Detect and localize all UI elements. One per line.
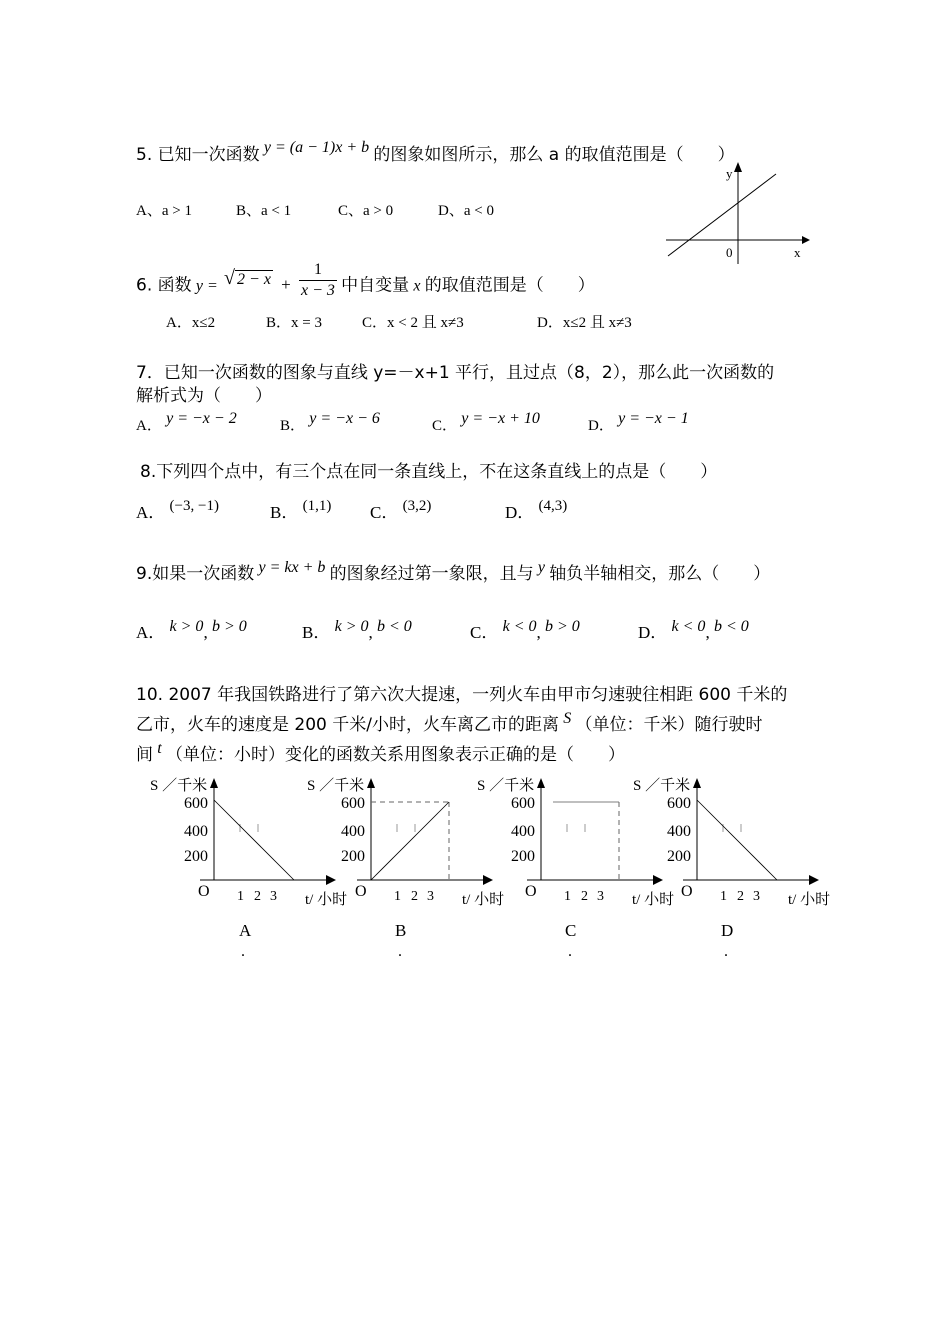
q6-sqrt-sign: √: [224, 267, 236, 290]
q6-y-eq: y =: [195, 277, 218, 295]
q10-graph-d-tick-200: 200: [667, 848, 691, 865]
q10-line2: [136, 710, 763, 737]
q10-graph-b-letter: B: [395, 921, 407, 940]
q10-line2-a: 乙市，火车的速度是 200 千米/小时，火车离乙市的距离: [136, 715, 559, 735]
q10-graph-a-x1: 1: [237, 889, 244, 904]
q5-option-b: B、a < 1: [236, 203, 292, 219]
q10-graph-d: [623, 770, 843, 970]
q9-option-c-label: C．: [470, 623, 499, 642]
q10-graph-b-x1: 1: [394, 889, 401, 904]
q7-option-b-label: B．: [280, 418, 306, 434]
q9-option-b-label: B．: [302, 623, 331, 642]
q10-graph-d-tick-400: 400: [667, 823, 691, 840]
q5-option-a: A、a > 1: [136, 203, 192, 219]
q10-graph-b-origin: O: [355, 883, 367, 900]
q6-prefix: 6. 函数: [136, 275, 192, 296]
q9-option-c: C． k < 0, b > 0: [470, 618, 580, 642]
q10-graph-d-x-axis-label: t/ 小时: [788, 892, 831, 908]
q10-graph-d-dot: .: [724, 943, 728, 960]
q5-origin: 0: [726, 245, 733, 260]
q10-graph-b-dot: .: [398, 943, 402, 960]
q6-option-c: C．x < 2 且 x≠3: [362, 315, 464, 331]
q10-graph-a-y-arrow: [210, 778, 218, 788]
q10-line2-b: （单位：千米）随行驶时: [575, 715, 763, 735]
q5-line: [136, 139, 735, 167]
q10-graph-b-x3: 3: [427, 889, 434, 904]
q8-option-a-label: A．: [136, 503, 166, 522]
q10-graph-d-y-axis-label: S ／千米: [633, 778, 691, 794]
q8-option-b-label: B．: [270, 503, 299, 522]
q5-y-label: y: [726, 166, 733, 181]
q8-option-c-expr: (3,2): [402, 498, 432, 514]
q9-var: y: [537, 559, 545, 576]
q6-fraction: [299, 260, 337, 301]
q10-graph-a-letter: A: [239, 921, 252, 940]
q9-option-b-k: k > 0: [334, 618, 369, 635]
q10-graph-b-y-axis-label: S ／千米: [307, 778, 365, 794]
q10-graph-d-letter: D: [721, 921, 734, 940]
q10-graph-d-x-arrow: [809, 875, 819, 885]
q10-graph-b-tick-200: 200: [341, 848, 365, 865]
q6-suffix: 中自变量: [341, 275, 410, 296]
q9-option-a-b: b > 0: [211, 618, 247, 635]
q8-text: 8.下列四个点中，有三个点在同一条直线上，不在这条直线上的点是（ ）: [140, 462, 718, 482]
q10-graph-a-tick-600: 600: [184, 795, 208, 812]
q9-formula: y = kx + b: [258, 559, 326, 576]
q8-option-a: [136, 498, 219, 525]
q6-sqrt-arg: 2 − x: [237, 271, 271, 289]
q6-plus: +: [281, 275, 291, 295]
q10-graph-c-tick-600: 600: [511, 795, 535, 812]
q9-option-b: B． k > 0, b < 0: [302, 618, 412, 642]
q7-option-c-label: C．: [432, 418, 458, 434]
q10-graph-c-x1: 1: [564, 889, 571, 904]
q10-graph-c-tick-400: 400: [511, 823, 535, 840]
q6-option-b: B．x = 3: [266, 315, 322, 331]
q6-line: [136, 261, 595, 307]
q10-graph-a-y-axis-label: S ／千米: [150, 778, 208, 794]
q10-graph-c-y-axis-label: S ／千米: [477, 778, 535, 794]
q9-option-d: D． k < 0, b < 0: [638, 618, 749, 642]
q10-line3-b: （单位：小时）变化的函数关系用图象表示正确的是（ ）: [165, 745, 625, 765]
q9-option-d-k: k < 0: [671, 618, 706, 635]
q7-option-d-label: D．: [588, 418, 614, 434]
q10-graph-a-x2: 2: [254, 889, 261, 904]
q7-option-a-label: A．: [136, 418, 162, 434]
q8-option-c: [370, 498, 432, 525]
q10-graph-c-tick-200: 200: [511, 848, 535, 865]
q9-option-d-label: D．: [638, 623, 668, 642]
q5-formula: y = (a − 1)x + b: [263, 139, 370, 156]
q10-graph-b-x2: 2: [411, 889, 418, 904]
q10-line3-a: 间: [136, 745, 153, 765]
q10-graph-a-function-line: [214, 800, 294, 880]
q9-line: [136, 559, 771, 586]
q7-option-c: [432, 410, 540, 437]
q7-option-c-expr: y = −x + 10: [461, 410, 540, 427]
q10-graph-a-x-axis-label: t/ 小时: [305, 892, 348, 908]
q8-option-d-label: D．: [505, 503, 535, 522]
q5-prefix: 5. 已知一次函数: [136, 145, 260, 165]
q10-line2-var: S: [563, 710, 572, 727]
q10-graph-a-dot: .: [241, 943, 245, 960]
q10-graph-d-x1: 1: [720, 889, 727, 904]
q10-graph-b-tick-600: 600: [341, 795, 365, 812]
q6-option-a: A．x≤2: [166, 315, 216, 331]
q7-option-d-expr: y = −x − 1: [618, 410, 689, 427]
q10-graph-d-x3: 3: [753, 889, 760, 904]
q8-option-a-expr: (−3, −1): [169, 498, 219, 514]
q10-graph-b-x-axis-label: t/ 小时: [462, 892, 505, 908]
q7-option-a-expr: y = −x − 2: [166, 410, 237, 427]
q8-option-c-label: C．: [370, 503, 399, 522]
q7-option-b: [280, 410, 380, 437]
q10-line3: [136, 740, 625, 767]
q10-line3-var: t: [157, 740, 162, 757]
q10-graph-c-origin: O: [525, 883, 537, 900]
q6-frac-num: 1: [313, 261, 322, 278]
q10-graph-a-tick-200: 200: [184, 848, 208, 865]
q8-option-d-expr: (4,3): [538, 498, 568, 514]
q9-option-a-label: A．: [136, 623, 166, 642]
q10-graph-b-function-line: [371, 802, 449, 880]
q6-option-d: D．x≤2 且 x≠3: [537, 315, 632, 331]
q5-suffix: 的图象如图所示，那么 a 的取值范围是（ ）: [373, 145, 735, 165]
q9-option-d-b: b < 0: [713, 618, 749, 635]
q5-option-c: C、a > 0: [338, 203, 394, 219]
q10-graph-c-y-arrow: [537, 778, 545, 788]
q7-option-d: [588, 410, 689, 437]
q8-option-d: [505, 498, 568, 525]
q10-graph-d-tick-600: 600: [667, 795, 691, 812]
q9-option-a: A． k > 0, b > 0: [136, 618, 247, 642]
q10-graph-b-tick-400: 400: [341, 823, 365, 840]
q10-graph-a-x3: 3: [270, 889, 277, 904]
q7-line2: 解析式为（ ）: [136, 386, 272, 406]
q6-frac-den: x − 3: [301, 282, 335, 299]
q10-graph-d-x2: 2: [737, 889, 744, 904]
q7-option-a: [136, 410, 237, 437]
q8-option-b-expr: (1,1): [302, 498, 332, 514]
q10-graph-a-tick-400: 400: [184, 823, 208, 840]
q5-x-arrow: [802, 236, 810, 244]
q6-var: x: [413, 277, 421, 295]
q10-graph-d-y-arrow: [693, 778, 701, 788]
q10-graph-c-letter: C: [565, 921, 577, 940]
q5-option-d: D、a < 0: [438, 203, 494, 219]
q10-graph-d-origin: O: [681, 883, 693, 900]
q5-function-line: [668, 174, 776, 256]
q6-sqrt: [224, 267, 273, 291]
q5-graph: [660, 160, 820, 270]
q9-option-c-k: k < 0: [502, 618, 537, 635]
q10-graph-c-dot: .: [568, 943, 572, 960]
q6-suffix2: 的取值范围是（ ）: [424, 275, 595, 296]
q9-suffix: 轴负半轴相交，那么（ ）: [549, 564, 771, 584]
q5-y-arrow: [734, 162, 742, 172]
q7-option-b-expr: y = −x − 6: [309, 410, 380, 427]
q9-prefix: 9.如果一次函数: [136, 564, 255, 584]
q5-x-label: x: [794, 245, 801, 260]
q10-graph-d-function-line: [697, 800, 777, 880]
q10-line1: 10. 2007 年我国铁路进行了第六次大提速，一列火车由甲市匀速驶往相距 600 千米的: [136, 685, 788, 705]
q9-option-a-k: k > 0: [169, 618, 204, 635]
q9-option-c-b: b > 0: [545, 618, 580, 635]
q10-graph-a-origin: O: [198, 883, 210, 900]
q10-graph-b-y-arrow: [367, 778, 375, 788]
q10-graph-c-x-axis-label: t/ 小时: [632, 892, 675, 908]
q8-option-b: [270, 498, 332, 525]
q9-option-b-b: b < 0: [377, 618, 412, 635]
q10-graph-c-x3: 3: [597, 889, 604, 904]
q10-graph-c-x2: 2: [581, 889, 588, 904]
q9-mid: 的图象经过第一象限，且与: [329, 564, 534, 584]
q7-line1: 7．已知一次函数的图象与直线 y=－x+1 平行，且过点（8，2），那么此一次函数的: [136, 363, 775, 383]
